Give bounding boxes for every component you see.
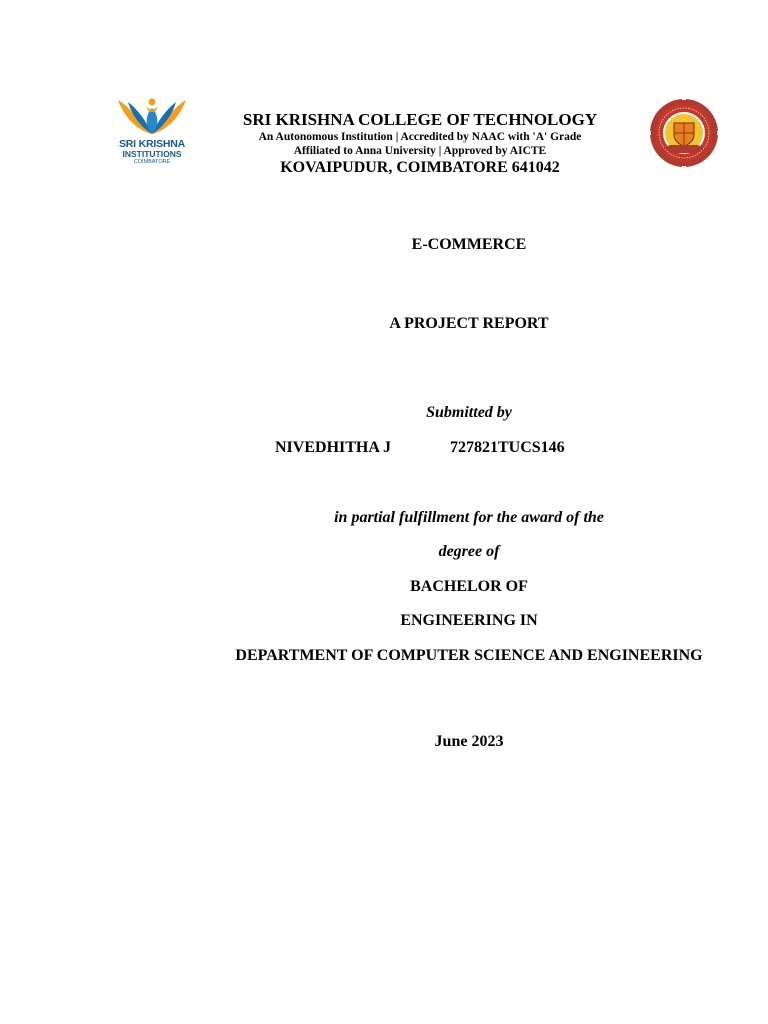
- lotus-icon: [112, 94, 192, 140]
- department-name: DEPARTMENT OF COMPUTER SCIENCE AND ENGINEERING: [235, 647, 703, 664]
- college-seal-logo: [646, 95, 722, 171]
- sri-krishna-institutions-logo: [112, 94, 192, 168]
- student-register-number: 727821TUCS146: [450, 439, 565, 456]
- logo-text-coimbatore: COIMBATORE: [133, 159, 171, 165]
- fulfillment-text-line2: degree of: [438, 543, 500, 560]
- college-tagline-accreditation: An Autonomous Institution | Accredited by NAAC with 'A' Grade: [258, 131, 582, 143]
- college-address: KOVAIPUDUR, COIMBATORE 641042: [280, 159, 560, 176]
- report-type: A PROJECT REPORT: [389, 315, 549, 332]
- college-name: SRI KRISHNA COLLEGE OF TECHNOLOGY: [242, 110, 598, 129]
- student-name: NIVEDHITHA J: [275, 439, 392, 456]
- project-title: E-COMMERCE: [411, 236, 527, 253]
- degree-text-line2: ENGINEERING IN: [400, 612, 538, 629]
- fulfillment-text-line1: in partial fulfillment for the award of the: [334, 509, 604, 526]
- degree-text-line1: BACHELOR OF: [410, 578, 528, 595]
- submission-date: June 2023: [434, 733, 504, 750]
- college-tagline-affiliation: Affiliated to Anna University | Approved by AICTE: [293, 145, 547, 157]
- logo-text-institutions: INSTITUTIONS: [122, 149, 182, 159]
- logo-text-sri-krishna: SRI KRISHNA: [118, 138, 186, 150]
- submitted-by-label: Submitted by: [426, 404, 512, 421]
- college-seal-icon: [646, 95, 722, 171]
